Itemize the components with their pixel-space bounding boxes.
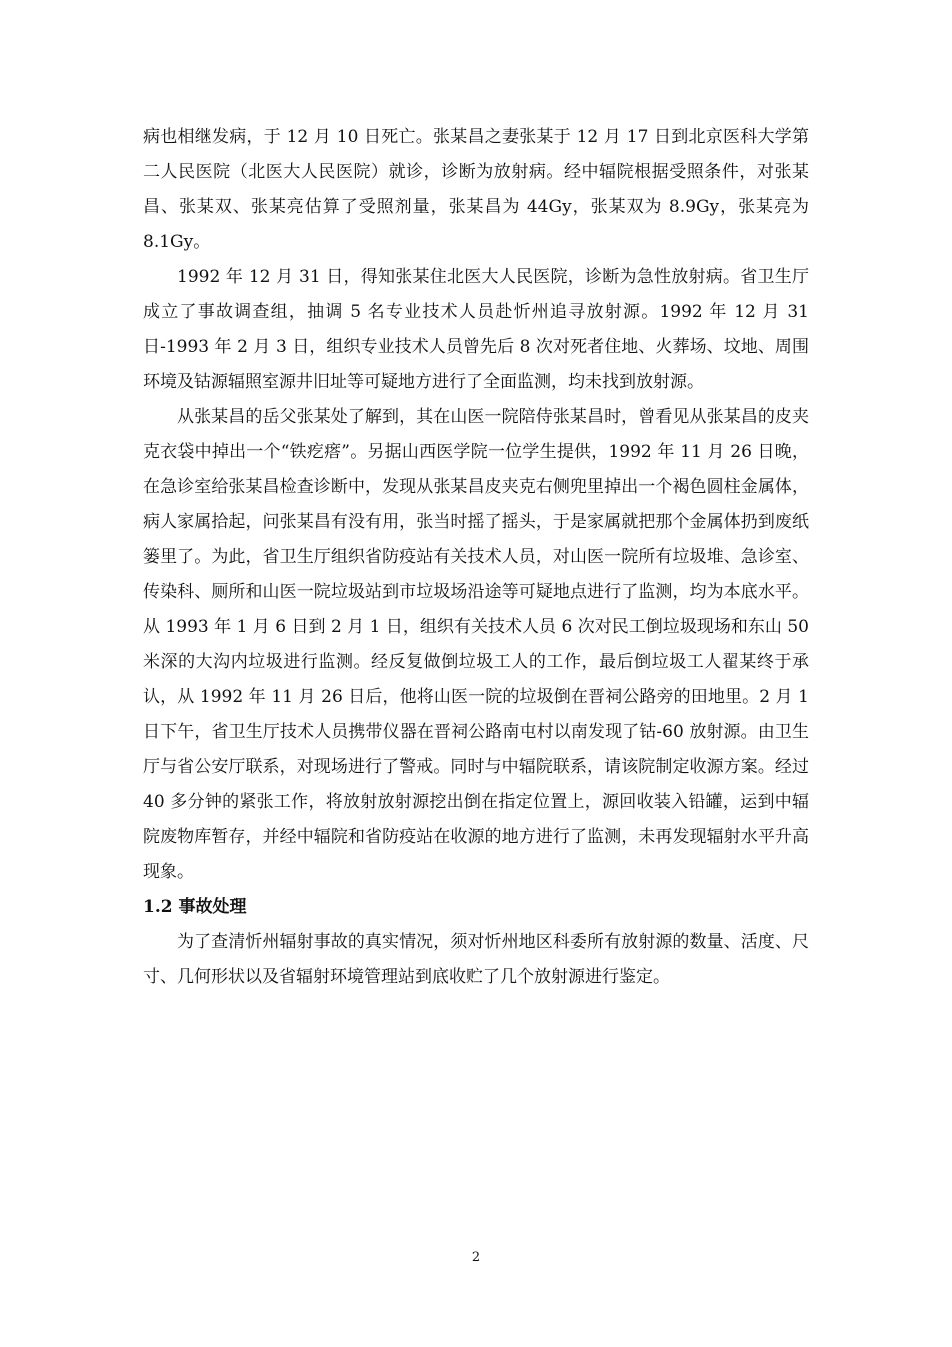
section-heading-accident-handling: 1.2 事故处理: [143, 897, 247, 917]
paragraph-investigation: 1992 年 12 月 31 日，得知张某住北医大人民医院，诊断为急性放射病。省卫生厅成立了事故调查组，抽调 5 名专业技术人员赴忻州追寻放射源。1992 年 12 月 31 日-1993 年 2 月 3 日，组织专业技术人员曾先后 8 次对死者住地、火葬场、坟地、周围环境及钴源辐照室源井旧址等可疑地方进行了全面监测，均未找到放射源。: [143, 267, 809, 392]
paragraph-source-verification: 为了查清忻州辐射事故的真实情况，须对忻州地区科委所有放射源的数量、活度、尺寸、几何形状以及省辐射环境管理站到底收贮了几个放射源进行鉴定。: [143, 932, 809, 987]
paragraph-dose-estimate: 病也相继发病，于 12 月 10 日死亡。张某昌之妻张某于 12 月 17 日到北京医科大学第二人民医院（北医大人民医院）就诊，诊断为放射病。经中辐院根据受照条件，对张某昌、张某双、张某亮估算了受照剂量，张某昌为 44Gy，张某双为 8.9Gy，张某亮为 8.1Gy。: [143, 127, 809, 252]
paragraph-source-recovery: 从张某昌的岳父张某处了解到，其在山医一院陪侍张某昌时，曾看见从张某昌的皮夹克衣袋中掉出一个“铁疙瘩”。另据山西医学院一位学生提供，1992 年 11 月 26 日晚，在急诊室给张某昌检查诊断中，发现从张某昌皮夹克右侧兜里掉出一个褐色圆柱金属体，病人家属拾起，问张某昌有没有用，张当时摇了摇头，于是家属就把那个金属体扔到废纸篓里了。为此，省卫生厅组织省防疫站有关技术人员，对山医一院所有垃圾堆、急诊室、传染科、厕所和山医一院垃圾站到市垃圾场沿途等可疑地点进行了监测，均为本底水平。从 1993 年 1 月 6 日到 2 月 1 日，组织有关技术人员 6 次对民工倒垃圾现场和东山 50 米深的大沟内垃圾进行监测。经反复做倒垃圾工人的工作，最后倒垃圾工人翟某终于承认，从 1992 年 11 月 26 日后，他将山医一院的垃圾倒在晋祠公路旁的田地里。2 月 1 日下午，省卫生厅技术人员携带仪器在晋祠公路南屯村以南发现了钴-60 放射源。由卫生厅与省公安厅联系，对现场进行了警戒。同时与中辐院联系，请该院制定收源方案。经过 40 多分钟的紧张工作，将放射放射源挖出倒在指定位置上，源回收装入铅罐，运到中辐院废物库暂存，并经中辐院和省防疫站在收源的地方进行了监测，未再发现辐射水平升高现象。: [143, 407, 809, 882]
document-body: [143, 120, 809, 995]
page-number: 2: [471, 1250, 481, 1265]
